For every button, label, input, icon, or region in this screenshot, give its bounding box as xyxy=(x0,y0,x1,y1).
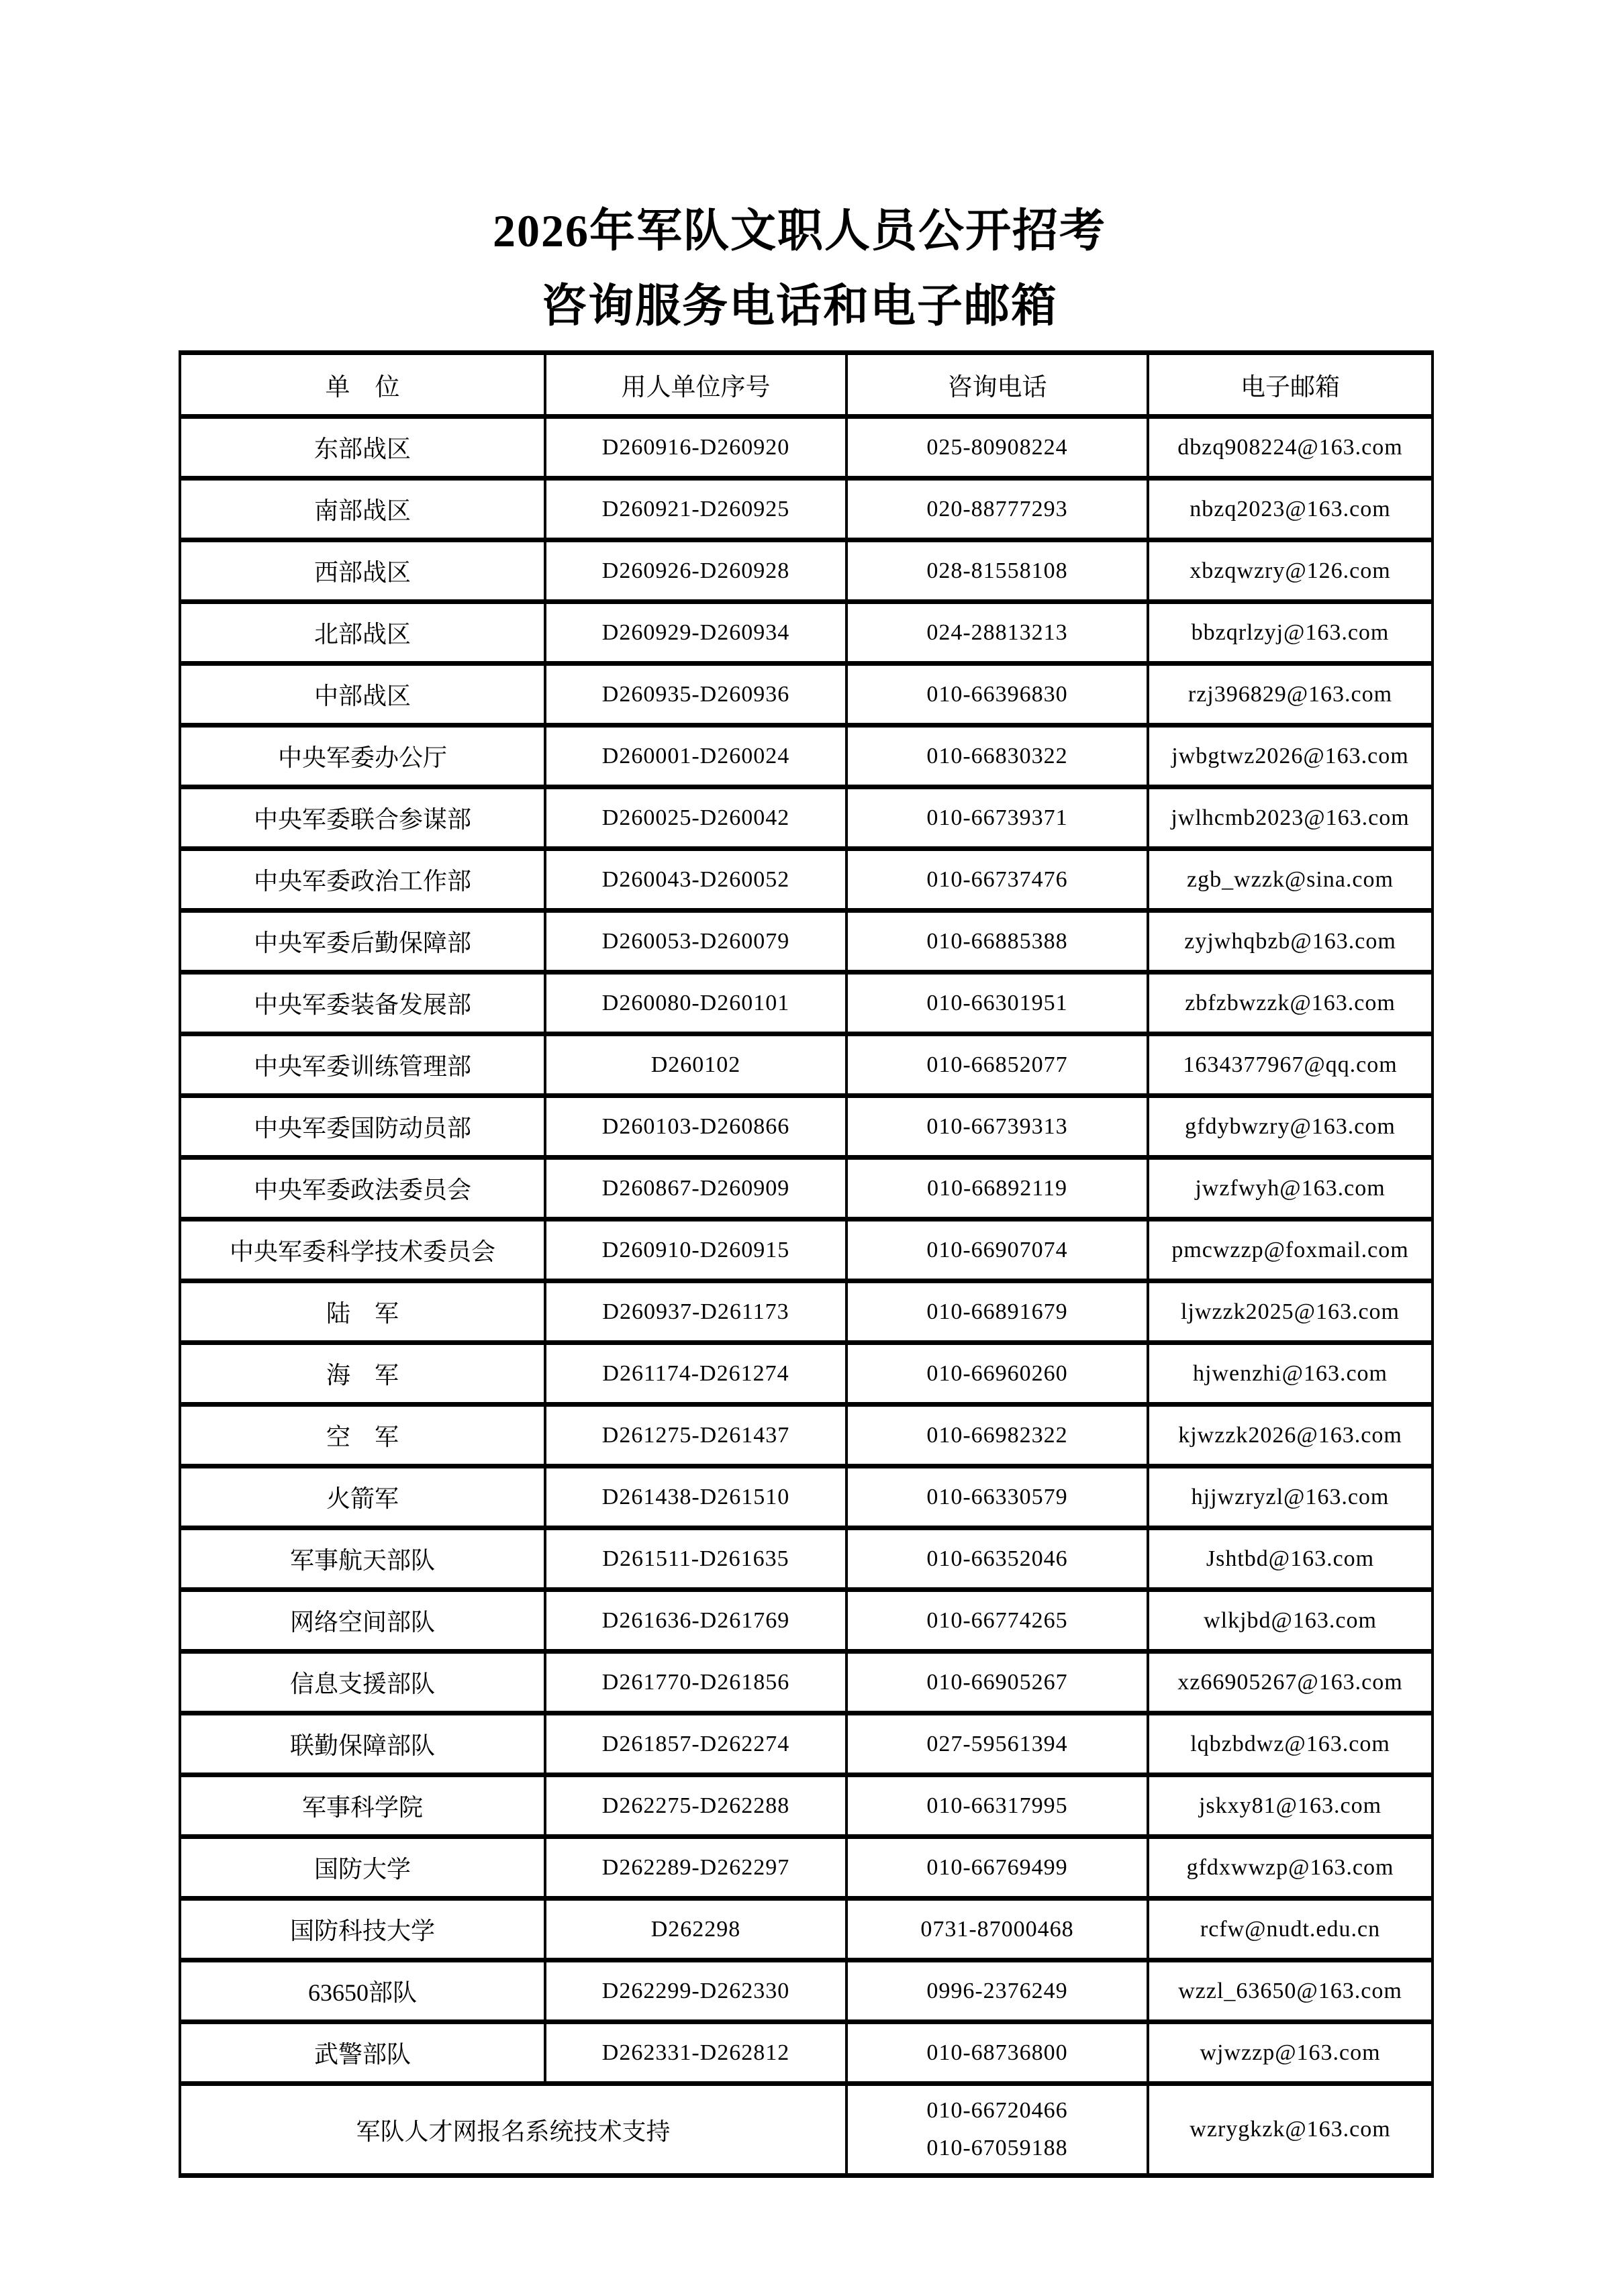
unit-cell: 陆 军 xyxy=(180,1281,545,1343)
email-cell: zgb_wzzk@sina.com xyxy=(1148,849,1433,911)
serial-cell: D261174-D261274 xyxy=(545,1343,846,1405)
email-cell: rcfw@nudt.edu.cn xyxy=(1148,1899,1433,1960)
table-row xyxy=(180,1158,1433,1219)
unit-cell: 北部战区 xyxy=(180,602,545,664)
table-row xyxy=(180,972,1433,1034)
header-row xyxy=(180,353,1433,417)
phone-cell: 010-66907074 xyxy=(846,1219,1148,1281)
serial-cell: D260043-D260052 xyxy=(545,849,846,911)
tech-support-phone-2: 010-67059188 xyxy=(926,2136,1068,2160)
email-cell: rzj396829@163.com xyxy=(1148,664,1433,726)
phone-cell: 010-66891679 xyxy=(846,1281,1148,1343)
unit-cell: 国防科技大学 xyxy=(180,1899,545,1960)
serial-cell: D260910-D260915 xyxy=(545,1219,846,1281)
email-cell: Jshtbd@163.com xyxy=(1148,1528,1433,1590)
email-cell: gfdybwzry@163.com xyxy=(1148,1096,1433,1158)
unit-cell: 中部战区 xyxy=(180,664,545,726)
table-footer xyxy=(180,2084,1433,2176)
email-cell: wlkjbd@163.com xyxy=(1148,1590,1433,1652)
table-row xyxy=(180,1713,1433,1775)
email-cell: jwlhcmb2023@163.com xyxy=(1148,787,1433,849)
email-cell: zyjwhqbzb@163.com xyxy=(1148,911,1433,972)
unit-cell: 中央军委办公厅 xyxy=(180,726,545,787)
phone-cell: 025-80908224 xyxy=(846,417,1148,479)
serial-cell: D260921-D260925 xyxy=(545,479,846,540)
unit-cell: 空 军 xyxy=(180,1405,545,1466)
unit-cell: 信息支援部队 xyxy=(180,1652,545,1713)
phone-cell: 010-66892119 xyxy=(846,1158,1148,1219)
unit-cell: 中央军委装备发展部 xyxy=(180,972,545,1034)
serial-cell: D262275-D262288 xyxy=(545,1775,846,1837)
serial-cell: D261275-D261437 xyxy=(545,1405,846,1466)
unit-cell: 中央军委训练管理部 xyxy=(180,1034,545,1096)
phone-cell: 0731-87000468 xyxy=(846,1899,1148,1960)
unit-cell: 中央军委政法委员会 xyxy=(180,1158,545,1219)
table-row xyxy=(180,1343,1433,1405)
phone-cell: 028-81558108 xyxy=(846,540,1148,602)
table-row xyxy=(180,1466,1433,1528)
unit-cell: 联勤保障部队 xyxy=(180,1713,545,1775)
serial-cell: D261857-D262274 xyxy=(545,1713,846,1775)
tech-support-phone-cell xyxy=(846,2084,1148,2176)
serial-cell: D262331-D262812 xyxy=(545,2022,846,2084)
table-row xyxy=(180,1837,1433,1899)
email-cell: gfdxwwzp@163.com xyxy=(1148,1837,1433,1899)
phone-cell: 010-66774265 xyxy=(846,1590,1148,1652)
table-header xyxy=(180,353,1433,417)
table-row xyxy=(180,479,1433,540)
unit-cell: 中央军委后勤保障部 xyxy=(180,911,545,972)
phone-cell: 010-66905267 xyxy=(846,1652,1148,1713)
table-row xyxy=(180,1528,1433,1590)
serial-cell: D262298 xyxy=(545,1899,846,1960)
phone-cell: 010-66737476 xyxy=(846,849,1148,911)
unit-cell: 东部战区 xyxy=(180,417,545,479)
table-row xyxy=(180,1899,1433,1960)
title-line-1: 2026年军队文职人员公开招考 xyxy=(492,205,1106,256)
phone-cell: 010-66330579 xyxy=(846,1466,1148,1528)
phone-cell: 010-66739313 xyxy=(846,1096,1148,1158)
serial-cell: D261770-D261856 xyxy=(545,1652,846,1713)
email-cell: jskxy81@163.com xyxy=(1148,1775,1433,1837)
phone-cell: 010-66769499 xyxy=(846,1837,1148,1899)
table-row xyxy=(180,787,1433,849)
tech-support-row xyxy=(180,2084,1433,2176)
email-cell: hjwenzhi@163.com xyxy=(1148,1343,1433,1405)
unit-cell: 西部战区 xyxy=(180,540,545,602)
serial-cell: D260080-D260101 xyxy=(545,972,846,1034)
email-cell: ljwzzk2025@163.com xyxy=(1148,1281,1433,1343)
table-row xyxy=(180,1219,1433,1281)
table-row xyxy=(180,602,1433,664)
phone-cell: 010-66396830 xyxy=(846,664,1148,726)
tech-support-unit-cell: 军队人才网报名系统技术支持 xyxy=(180,2084,846,2176)
serial-cell: D260025-D260042 xyxy=(545,787,846,849)
tech-support-phone-1: 010-66720466 xyxy=(926,2098,1068,2123)
table-row xyxy=(180,1775,1433,1837)
phone-cell: 010-68736800 xyxy=(846,2022,1148,2084)
serial-cell: D260916-D260920 xyxy=(545,417,846,479)
header-cell-phone: 咨询电话 xyxy=(846,353,1148,417)
unit-cell: 军事科学院 xyxy=(180,1775,545,1837)
email-cell: pmcwzzp@foxmail.com xyxy=(1148,1219,1433,1281)
unit-cell: 武警部队 xyxy=(180,2022,545,2084)
phone-cell: 010-66960260 xyxy=(846,1343,1148,1405)
tech-support-email-cell: wzrygkzk@163.com xyxy=(1148,2084,1433,2176)
phone-cell: 024-28813213 xyxy=(846,602,1148,664)
unit-cell: 火箭军 xyxy=(180,1466,545,1528)
serial-cell: D260867-D260909 xyxy=(545,1158,846,1219)
email-cell: lqbzbdwz@163.com xyxy=(1148,1713,1433,1775)
email-cell: wjwzzp@163.com xyxy=(1148,2022,1433,2084)
phone-cell: 010-66982322 xyxy=(846,1405,1148,1466)
serial-cell: D260053-D260079 xyxy=(545,911,846,972)
email-cell: hjjwzryzl@163.com xyxy=(1148,1466,1433,1528)
serial-cell: D260929-D260934 xyxy=(545,602,846,664)
unit-cell: 军事航天部队 xyxy=(180,1528,545,1590)
title-line-2: 咨询服务电话和电子邮箱 xyxy=(540,281,1058,332)
email-cell: jwzfwyh@163.com xyxy=(1148,1158,1433,1219)
table-row xyxy=(180,417,1433,479)
table-row xyxy=(180,1405,1433,1466)
email-cell: xbzqwzry@126.com xyxy=(1148,540,1433,602)
header-cell-email: 电子邮箱 xyxy=(1148,353,1433,417)
unit-cell: 国防大学 xyxy=(180,1837,545,1899)
email-cell: nbzq2023@163.com xyxy=(1148,479,1433,540)
table-row xyxy=(180,726,1433,787)
unit-cell: 中央军委政治工作部 xyxy=(180,849,545,911)
serial-cell: D261511-D261635 xyxy=(545,1528,846,1590)
table-row xyxy=(180,911,1433,972)
table-row xyxy=(180,1096,1433,1158)
table-row xyxy=(180,664,1433,726)
email-cell: dbzq908224@163.com xyxy=(1148,417,1433,479)
table-row xyxy=(180,1281,1433,1343)
unit-cell: 南部战区 xyxy=(180,479,545,540)
phone-cell: 010-66830322 xyxy=(846,726,1148,787)
header-cell-unit: 单 位 xyxy=(180,353,545,417)
email-cell: bbzqrlzyj@163.com xyxy=(1148,602,1433,664)
phone-cell: 010-66885388 xyxy=(846,911,1148,972)
serial-cell: D261636-D261769 xyxy=(545,1590,846,1652)
serial-cell: D262289-D262297 xyxy=(545,1837,846,1899)
table-row xyxy=(180,1652,1433,1713)
phone-cell: 010-66352046 xyxy=(846,1528,1148,1590)
serial-cell: D261438-D261510 xyxy=(545,1466,846,1528)
unit-cell: 63650部队 xyxy=(180,1960,545,2022)
table-body xyxy=(180,417,1433,2084)
unit-cell: 海 军 xyxy=(180,1343,545,1405)
phone-cell: 010-66301951 xyxy=(846,972,1148,1034)
unit-cell: 中央军委联合参谋部 xyxy=(180,787,545,849)
email-cell: 1634377967@qq.com xyxy=(1148,1034,1433,1096)
serial-cell: D260926-D260928 xyxy=(545,540,846,602)
serial-cell: D260937-D261173 xyxy=(545,1281,846,1343)
email-cell: zbfzbwzzk@163.com xyxy=(1148,972,1433,1034)
email-cell: jwbgtwz2026@163.com xyxy=(1148,726,1433,787)
table-row xyxy=(180,540,1433,602)
serial-cell: D260103-D260866 xyxy=(545,1096,846,1158)
table-row xyxy=(180,1034,1433,1096)
serial-cell: D260001-D260024 xyxy=(545,726,846,787)
phone-cell: 0996-2376249 xyxy=(846,1960,1148,2022)
header-cell-serial: 用人单位序号 xyxy=(545,353,846,417)
phone-cell: 010-66739371 xyxy=(846,787,1148,849)
serial-cell: D262299-D262330 xyxy=(545,1960,846,2022)
serial-cell: D260102 xyxy=(545,1034,846,1096)
table-row xyxy=(180,2022,1433,2084)
serial-cell: D260935-D260936 xyxy=(545,664,846,726)
phone-cell: 010-66317995 xyxy=(846,1775,1148,1837)
phone-cell: 027-59561394 xyxy=(846,1713,1148,1775)
unit-cell: 中央军委国防动员部 xyxy=(180,1096,545,1158)
table-row xyxy=(180,1590,1433,1652)
unit-cell: 网络空间部队 xyxy=(180,1590,545,1652)
phone-cell: 010-66852077 xyxy=(846,1034,1148,1096)
unit-cell: 中央军委科学技术委员会 xyxy=(180,1219,545,1281)
table-row xyxy=(180,1960,1433,2022)
table-row xyxy=(180,849,1433,911)
contact-table xyxy=(179,350,1434,2178)
email-cell: xz66905267@163.com xyxy=(1148,1652,1433,1713)
email-cell: kjwzzk2026@163.com xyxy=(1148,1405,1433,1466)
email-cell: wzzl_63650@163.com xyxy=(1148,1960,1433,2022)
document-title xyxy=(0,193,1599,344)
phone-cell: 020-88777293 xyxy=(846,479,1148,540)
